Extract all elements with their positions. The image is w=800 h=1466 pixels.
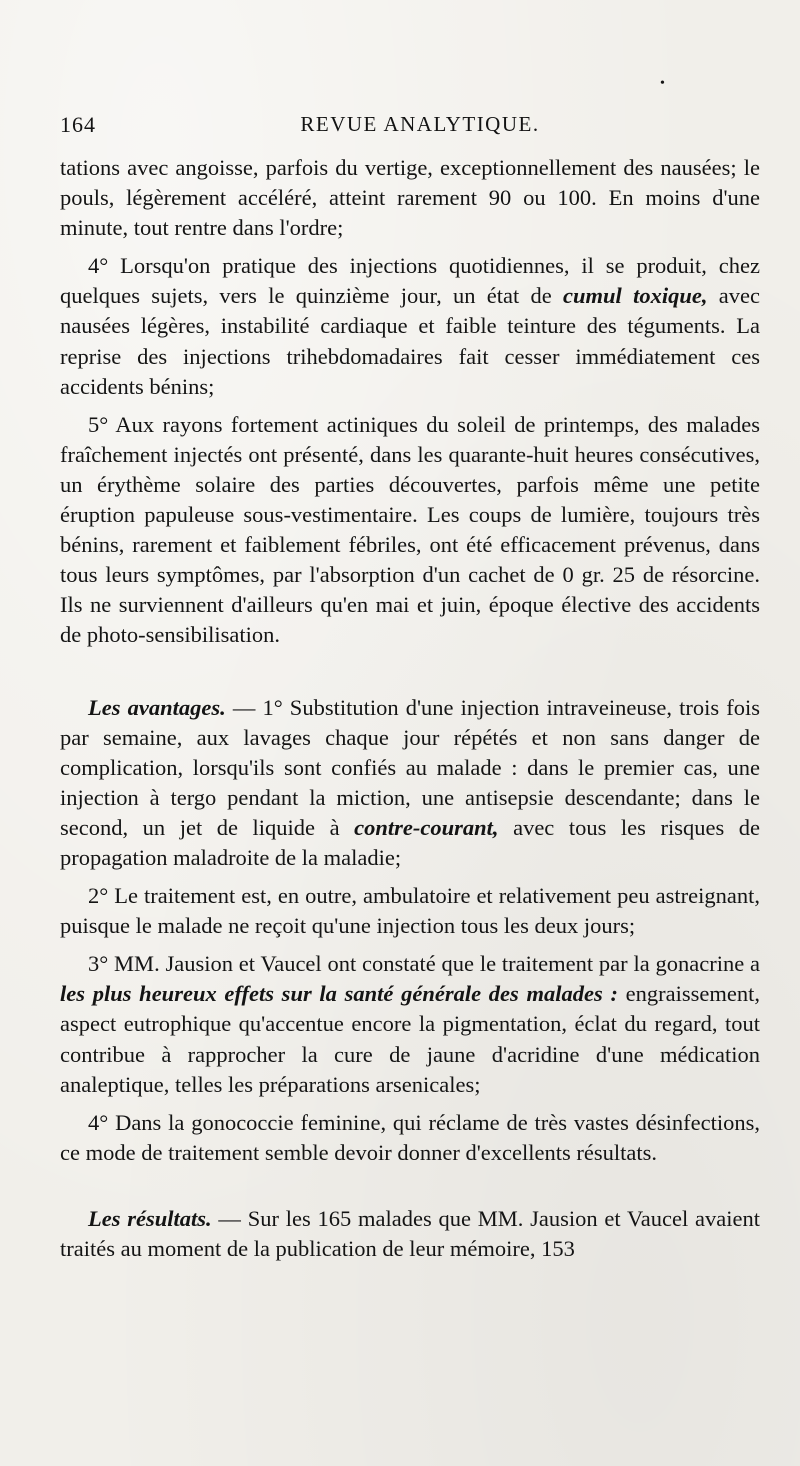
paragraph-advantages <box>60 693 760 874</box>
body-text <box>60 153 760 1264</box>
paragraph-2-text-a: 4° Lorsqu'on pratique des injections quotidiennes, il se produit, chez quelques sujets, vers le quinzième jour, un état de <box>60 253 760 309</box>
paragraph-results <box>60 1204 760 1264</box>
advantages-heading: Les avantages. <box>88 694 226 720</box>
paragraph-1 <box>60 153 760 243</box>
ink-dot-mark: • <box>660 76 665 91</box>
page-number: 164 <box>60 112 96 137</box>
paragraph-2-text-b: avec nausées légères, instabilité cardiaque et faible teinture des téguments. La reprise des injections trihebdomadaires fait cesser immédiatement ces accidents bénins; <box>60 283 760 399</box>
paragraph-2-emphasis: cumul toxique, <box>563 283 708 309</box>
advantages-text-b: avec tous les risques de propagation maladroite de la maladie; <box>60 814 760 870</box>
paragraph-6-text-b: engraissement, aspect eutrophique qu'accentue encore la pigmentation, éclat du regard, tout contribue à rapprocher la cure de jaune d'acridine d'une médication analeptique, telles les préparations arsenicales; <box>60 981 760 1097</box>
results-heading: Les résultats. <box>88 1205 212 1231</box>
advantages-emphasis: contre-courant, <box>354 814 499 840</box>
paragraph-7-text: 4° Dans la gonococcie feminine, qui réclame de très vastes désinfections, ce mode de traitement semble devoir donner d'excellents résultats. <box>60 1109 760 1165</box>
paragraph-3-text: 5° Aux rayons fortement actiniques du soleil de printemps, des malades fraîchement injectés ont présenté, dans les quarante-huit heures consécutives, un érythème solaire des parties découvertes, parfois même une petite éruption papuleuse sous-vestimentaire. Les coups de lumière, toujours très bénins, rarement et faiblement fébriles, ont été efficacement prévenus, dans tous leurs symptômes, par l'absorption d'un cachet de 0 gr. 25 de résorcine. Ils ne surviennent d'ailleurs qu'en mai et juin, époque élective des accidents de photo-sensibilisation. <box>60 411 760 648</box>
paragraph-6-emphasis: les plus heureux effets sur la santé générale des malades : <box>60 981 618 1007</box>
paragraph-5 <box>60 881 760 941</box>
paragraph-3 <box>60 410 760 651</box>
paragraph-2 <box>60 251 760 401</box>
page-header <box>60 112 760 148</box>
paragraph-5-text: 2° Le traitement est, en outre, ambulatoire et relativement peu astreignant, puisque le malade ne reçoit qu'une injection tous les deux jours; <box>60 883 760 939</box>
results-text: — Sur les 165 malades que MM. Jausion et Vaucel avaient traités au moment de la publication de leur mémoire, 153 <box>60 1205 760 1261</box>
paragraph-6 <box>60 949 760 1099</box>
paragraph-6-text-a: 3° MM. Jausion et Vaucel ont constaté que le traitement par la gonacrine a <box>88 951 760 977</box>
advantages-text-a: — 1° Substitution d'une injection intraveineuse, trois fois par semaine, aux lavages chaque jour répétés et non sans danger de complication, lorsqu'ils sont confiés au malade : dans le premier cas, une injection à tergo pendant la miction, une antisepsie descendante; dans le second, un jet de liquide à <box>60 694 760 840</box>
running-title: REVUE ANALYTIQUE. <box>300 112 540 136</box>
paragraph-1-text: tations avec angoisse, parfois du vertige, exceptionnellement des nausées; le pouls, légèrement accéléré, atteint rarement 90 ou 100. En moins d'une minute, tout rentre dans l'ordre; <box>60 155 760 241</box>
paragraph-7 <box>60 1108 760 1168</box>
